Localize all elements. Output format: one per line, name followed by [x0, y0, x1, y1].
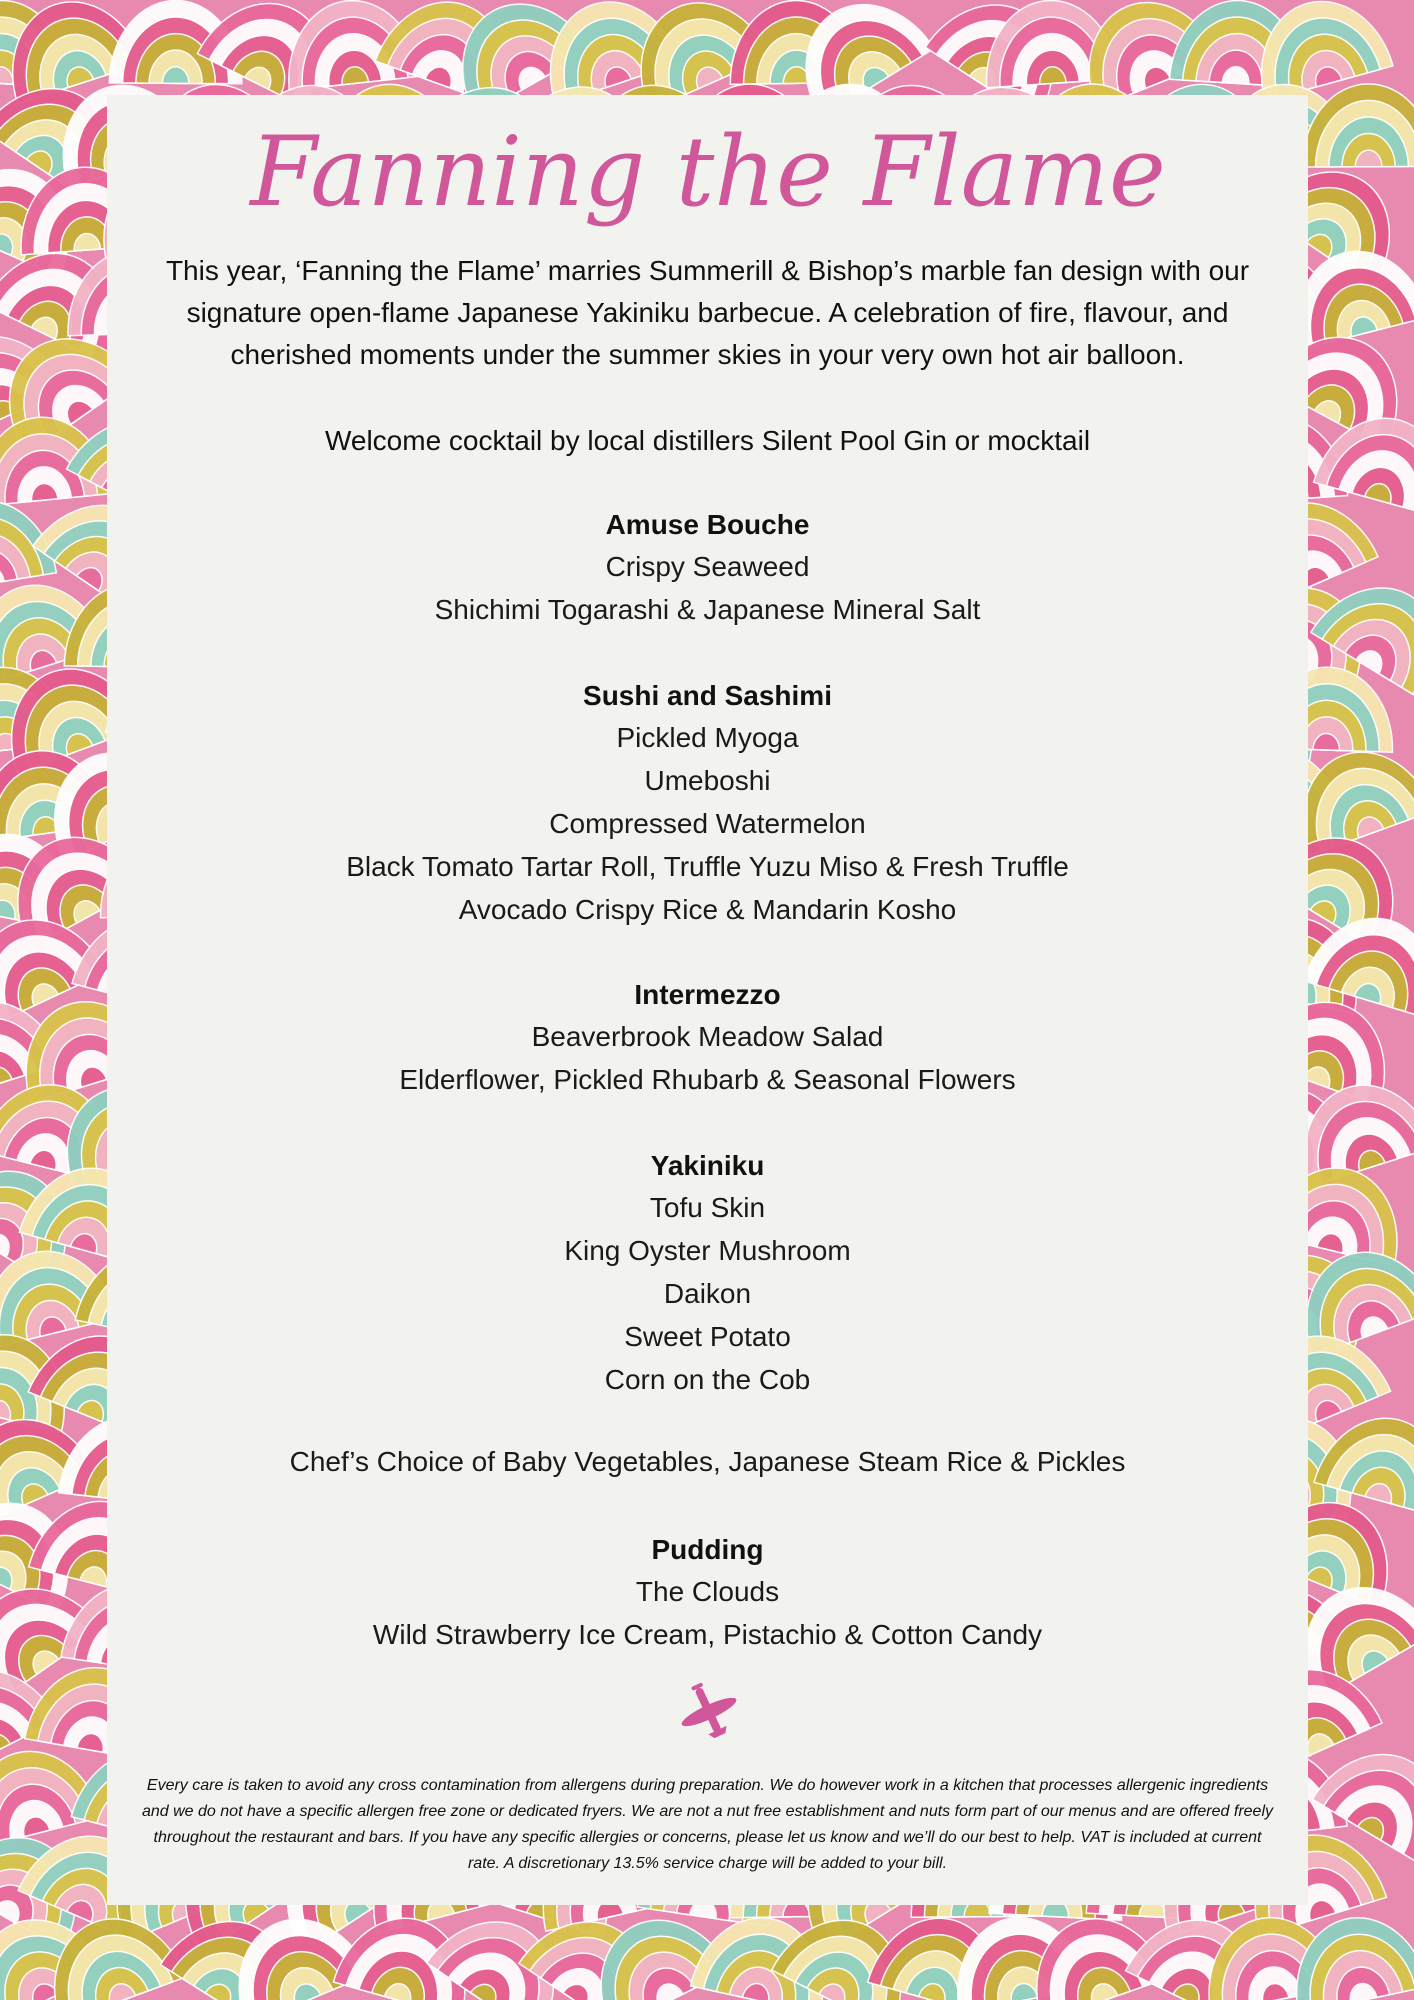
section-amuse-bouche — [107, 505, 1308, 631]
menu-item: Pickled Myoga — [616, 722, 799, 753]
section-heading: Intermezzo — [634, 979, 781, 1010]
section-heading: Amuse Bouche — [605, 509, 810, 540]
section-pudding — [107, 1530, 1308, 1656]
menu-item: Daikon — [663, 1278, 752, 1309]
menu-title — [107, 105, 1308, 255]
menu-item: Beaverbrook Meadow Salad — [531, 1021, 884, 1052]
menu-item: Umeboshi — [644, 765, 771, 796]
section-heading: Sushi and Sashimi — [583, 680, 832, 711]
welcome-cocktail-line: Welcome cocktail by local distillers Silent Pool Gin or mocktail — [324, 425, 1091, 456]
menu-item: Avocado Crispy Rice & Mandarin Kosho — [458, 894, 957, 925]
allergen-disclaimer: Every care is taken to avoid any cross contamination from allergens during preparation. We do however work in a kitchen that processes allergenic ingredients and we do not have a specific allergen free zone or dedicated fryers. We are not a nut free establishment and nuts form part of our menus and are offered freely throughout the restaurant and bars. If you have any specific allergies or concerns, please let us know and we’ll do our best to help. VAT is included at current rate. A discretionary 13.5% service charge will be added to your bill. — [141, 1777, 1273, 1872]
title-text: Fanning the Flame — [249, 116, 1166, 228]
section-heading: Yakiniku — [650, 1150, 765, 1181]
menu-item: Sweet Potato — [624, 1321, 791, 1352]
menu-card — [107, 95, 1308, 1905]
section-intermezzo — [107, 975, 1308, 1101]
menu-item: Shichimi Togarashi & Japanese Mineral Salt — [434, 594, 981, 625]
script-title — [249, 105, 1166, 255]
menu-item: Crispy Seaweed — [605, 551, 810, 582]
section-yakiniku — [107, 1146, 1308, 1401]
menu-item: Corn on the Cob — [604, 1364, 811, 1395]
menu-item: Elderflower, Pickled Rhubarb & Seasonal Flowers — [399, 1064, 1016, 1095]
menu-item: King Oyster Mushroom — [564, 1235, 851, 1266]
menu-item: Tofu Skin — [649, 1192, 766, 1223]
menu-item: The Clouds — [635, 1576, 780, 1607]
spitfire-plane-icon — [677, 1680, 741, 1744]
menu-item: Black Tomato Tartar Roll, Truffle Yuzu Miso & Fresh Truffle — [346, 851, 1069, 882]
menu-item: Compressed Watermelon — [549, 808, 866, 839]
menu-item: Chef’s Choice of Baby Vegetables, Japanese Steam Rice & Pickles — [289, 1446, 1126, 1477]
section-heading: Pudding — [651, 1534, 764, 1565]
section-sushi-sashimi — [107, 676, 1308, 931]
section-sides — [107, 1440, 1308, 1483]
intro-paragraph: This year, ‘Fanning the Flame’ marries Summerill & Bishop’s marble fan design with our signature open-flame Japanese Yakiniku barbecue. A celebration of fire, flavour, and cherished moments under the summer skies in your very own hot air balloon. — [165, 255, 1250, 370]
menu-item: Wild Strawberry Ice Cream, Pistachio & Cotton Candy — [372, 1619, 1043, 1650]
